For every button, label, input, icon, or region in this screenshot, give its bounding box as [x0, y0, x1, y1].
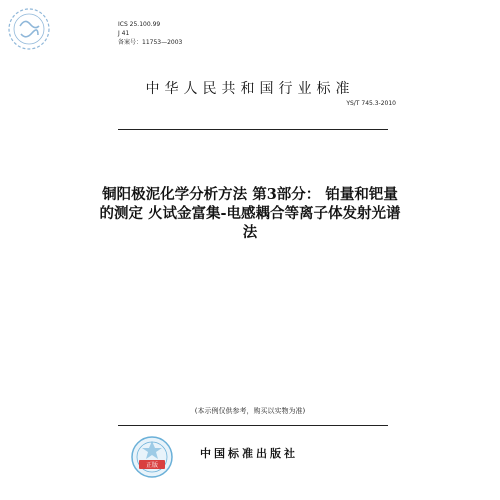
watermark-logo-icon	[6, 6, 52, 52]
standard-category-title: 中华人民共和国行业标准	[145, 81, 355, 97]
sample-note: (本示例仅供参考，购买以实物为准)	[194, 407, 306, 415]
header-divider	[118, 129, 388, 130]
standard-number: YS/T 745.3-2010	[346, 100, 396, 107]
document-title	[70, 185, 430, 242]
publisher-name: 中国标准出版社	[200, 447, 298, 460]
class-code: J 41	[118, 30, 130, 37]
title-line-1: 铜阳极泥化学分析方法 第3部分： 铂量和钯量	[102, 186, 398, 203]
seal-label: 正版	[145, 462, 159, 469]
document-meta	[118, 20, 182, 47]
title-line-3: 法	[242, 224, 258, 241]
title-line-2: 的测定 火试金富集-电感耦合等离子体发射光谱	[99, 205, 401, 222]
ics-code: ICS 25.100.99	[118, 21, 161, 28]
genuine-seal-icon	[130, 435, 174, 479]
footer-divider	[118, 425, 388, 426]
filing-number: 备案号：11753—2003	[118, 39, 183, 46]
